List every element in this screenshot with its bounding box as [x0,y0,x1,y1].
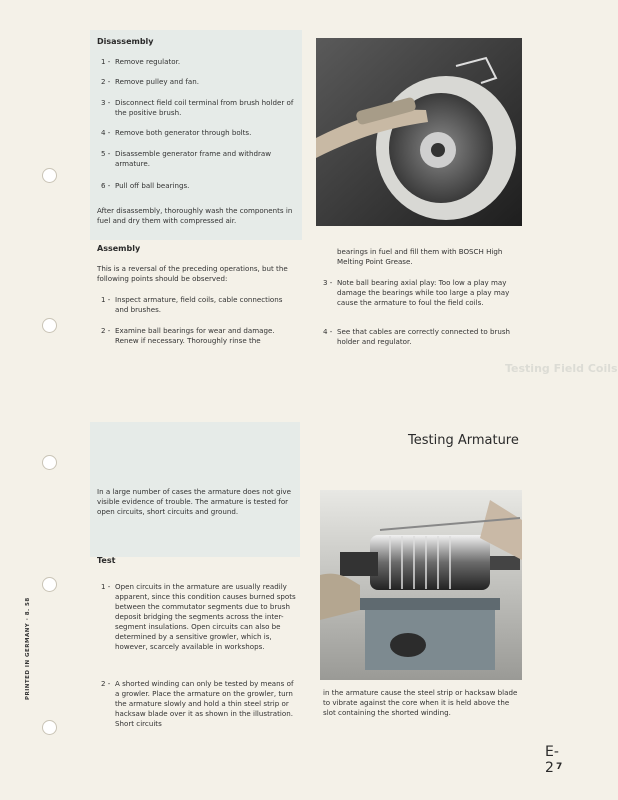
list-item: 4 - Remove both generator through bolts. [101,128,252,137]
assembly-heading: Assembly [97,244,141,253]
list-item: 4 - See that cables are correctly connected to brush holder and regulator. [323,327,511,346]
disassembly-heading: Disassembly [97,37,154,46]
list-item: 2 - Examine ball bearings for wear and damage. Renew if necessary. Thoroughly rinse the [101,326,275,345]
list-item: 6 - Pull off ball bearings. [101,181,190,190]
generator-disassembly-photo [316,38,522,226]
list-item: 5 - Disassemble generator frame and withdraw armature. [101,149,272,168]
assembly-intro: This is a reversal of the preceding operations, but the following points should be observed: [97,264,288,283]
armature-growler-photo [320,490,522,680]
manual-page: Testing Field Coils Disassembly 1 - Remove regulator. 2 - Remove pulley and fan. 3 - Disconnect field coil terminal from brush holder of the positive brush. 4 - Remove both generator through bolts. 5 - Disassemble generator frame and withdraw armature. 6 - Pull off ball bearings. After disassembly, thoroughly wash the components in fuel and dry them with compressed air. Assembly This is a reversal of the preceding operations, but the following points should be observed: 1 - Inspect armature, field coils, cable connections and brushes. 2 - Examine ball bearings for wear and damage. Renew if necessary. Thoroughly rinse the bearings in fuel and fill them with BOSCH High Melting Point Grease. 3 - Note ball bearing axial play: Too low a play may damage the bearings while too large a play may cause the armature to foul the field coils. 4 - See that cables are correctly connected to brush holder and regulator. Testing Armature In a large number of cases the armature does not give visible evidence of trouble. The armature is tested for open circuits, short circuits and ground. Test 1 - Open circuits in the armature are usually readily apparent, since this condition causes burned spots between the commutator segments due to brush deposit bridging the segments across the inter-segment insulations. Open circuits can also be determined by a sensitive growler, which is, however, scarcely available in workshops. 2 - A shorted winding can only be tested by means of a growler. Place the armature on the growler, turn the armature slowly and hold a thin steel strip or hacksaw blade over it as shown in the illustration. Short circuits in the armature cause the steel strip or hacksaw blade to vibrate against the core when it is held above the slot containing the shorted winding. PRINTED IN GERMANY · 8. 58 E-2 7 [0,0,566,800]
list-item: 1 - Remove regulator. [101,57,181,66]
page-code: E-2 [545,744,559,776]
testing-intro: In a large number of cases the armature does not give visible evidence of trouble. The armature is tested for open circuits, short circuits and ground. [97,487,291,516]
list-item: 3 - Disconnect field coil terminal from brush holder of the positive brush. [101,98,294,117]
printed-in-germany-note: PRINTED IN GERMANY · 8. 58 [25,597,31,700]
section-title: Testing Armature [408,433,519,448]
binder-hole [42,577,57,592]
page-number: 7 [556,762,563,772]
binder-hole [42,455,57,470]
list-item: 3 - Note ball bearing axial play: Too low a play may damage the bearings while too large a play may cause the armature to foul the field coils. [323,278,510,307]
list-item: 2 - A shorted winding can only be tested by means of a growler. Place the armature on the growler, turn the armature slowly and hold a thin steel strip or hacksaw blade over it as shown in the illustration. Short circuits [101,679,294,728]
list-item: 2 - Remove pulley and fan. [101,77,199,86]
testing-continued: in the armature cause the steel strip or hacksaw blade to vibrate against the core when it is held above the slot containing the shorted winding. [323,688,518,717]
test-heading: Test [97,556,116,565]
assembly-continued: bearings in fuel and fill them with BOSCH High Melting Point Grease. [337,247,503,266]
list-item: 1 - Open circuits in the armature are usually readily apparent, since this condition causes burned spots between the commutator segments due to brush deposit bridging the segments across the inter-segment insulations. Open circuits can also be determined by a sensitive growler, which is, however, scarcely available in workshops. [101,582,296,651]
disassembly-note: After disassembly, thoroughly wash the components in fuel and dry them with compressed air. [97,206,293,225]
binder-hole [42,168,57,183]
list-item: 1 - Inspect armature, field coils, cable connections and brushes. [101,295,283,314]
binder-hole [42,720,57,735]
binder-hole [42,318,57,333]
